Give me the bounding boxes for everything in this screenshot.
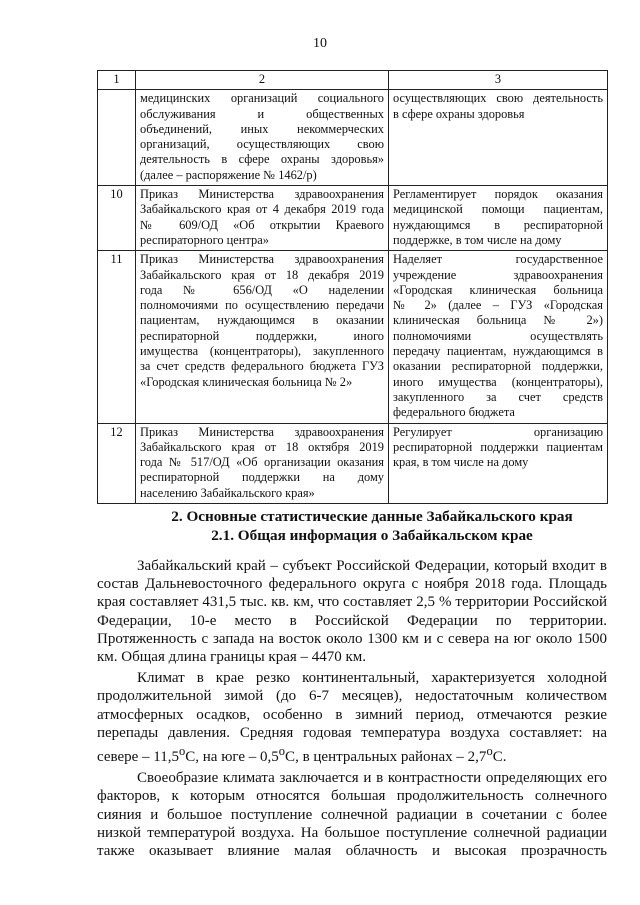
body-text: [97, 557, 607, 863]
paragraph-text: Климат в крае резко континентальный, характеризуется холодной продолжительной зимой (до 6-7 месяцев), недостаточным количеством атмосферных осадков, особенно в зимний период, отмечаются резкие перепады давления. Средняя годовая температура воздуха составляет: на севере – 11,5: [97, 670, 607, 766]
cell-line: нуждающимся в респираторной: [393, 217, 603, 232]
cell-line: Забайкальского края от 18 декабря 2019: [140, 267, 384, 282]
document-cell: [136, 90, 389, 186]
cell-line: населению Забайкальского края»: [140, 485, 315, 500]
row-number: 10: [98, 186, 136, 251]
cell-line: респираторного центра»: [140, 232, 269, 247]
degree-sign: о: [486, 744, 493, 759]
cell-line: «Городская клиническая больница № 2»: [140, 374, 353, 389]
document-cell: [136, 251, 389, 423]
cell-line: респираторной поддержки, иного: [140, 328, 384, 343]
paragraph-text: .: [502, 749, 507, 766]
row-number: 11: [98, 251, 136, 423]
paragraph: Своеобразие климата заключается и в контрастности определяющих его факторов, к которым относятся большая продолжительность солнечного сияния и большое поступление солнечной радиации в сочетании с более низкой температурой воздуха. На большое поступление солнечной радиации также оказывает влияние малая облачность и высокая прозрачность: [97, 770, 607, 860]
description-cell: [389, 251, 608, 423]
table-row: [98, 251, 608, 423]
page-number: 10: [313, 36, 327, 51]
table-header-row: [98, 71, 608, 90]
paragraph-text: , в центральных районах – 2,7: [295, 749, 487, 766]
subsection-heading: 2.1. Общая информация о Забайкальском крае: [211, 527, 533, 544]
table-row: [98, 423, 608, 503]
description-cell: [389, 90, 608, 186]
cell-line: иного имущества (концентраторы),: [393, 374, 603, 389]
cell-line: года № 517/ОД «Об организации оказания: [140, 455, 384, 470]
table-row: [98, 186, 608, 251]
cell-line: полномочиями осуществлять: [393, 328, 603, 343]
cell-line: федерального бюджета: [393, 405, 515, 420]
cell-line: клиническая больница № 2»): [393, 313, 603, 328]
cell-line: медицинских организаций социального: [140, 91, 384, 106]
description-cell: [389, 423, 608, 503]
paragraph-text: , на юге – 0,5: [195, 749, 279, 766]
cell-line: организаций, осуществляющих свою: [140, 137, 384, 152]
paragraph: Забайкальский край – субъект Российской Федерации, который входит в состав Дальневосточного федерального округа с ноября 2018 года. Площадь края составляет 431,5 тыс. кв. км, что составляет 2,5 % территории Российской Федерации, 10-е место в Российской Федерации по территории. Протяженность с запада на восток около 1300 км и с севера на юг около 1500 км. Общая длина границы края – 4470 км.: [97, 558, 607, 666]
degree-sign: о: [278, 744, 286, 759]
cell-line: Приказ Министерства здравоохранения: [140, 252, 384, 267]
cell-line: края, в том числе на дому: [393, 455, 529, 470]
description-cell: [389, 186, 608, 251]
section-headings: [97, 507, 607, 545]
row-number: 12: [98, 423, 136, 503]
unit: С: [285, 749, 296, 766]
cell-line: (далее – распоряжение № 1462/р): [140, 167, 317, 182]
cell-line: деятельность в сфере охраны здоровья»: [140, 152, 384, 167]
cell-line: Приказ Министерства здравоохранения: [140, 187, 384, 202]
cell-line: № 609/ОД «Об открытии Краевого: [140, 217, 384, 232]
cell-line: поддержке, в том числе на дому: [393, 232, 562, 247]
unit: С: [492, 749, 503, 766]
cell-line: медицинской помощи пациентам,: [393, 202, 603, 217]
section-heading: 2. Основные статистические данные Забайкальского края: [171, 508, 573, 525]
header-cell-3: 3: [389, 71, 608, 90]
legal-acts-table: [97, 70, 608, 504]
cell-line: Регламентирует порядок оказания: [393, 187, 603, 202]
header-cell-1: 1: [98, 71, 136, 90]
cell-line: респираторной поддержки на дому: [140, 470, 384, 485]
cell-line: за счет средств федерального бюджета ГУЗ: [140, 359, 384, 374]
cell-line: Забайкальского края от 18 октября 2019: [140, 439, 384, 454]
cell-line: имущества (концентраторы), закупленного: [140, 344, 384, 359]
cell-line: Наделяет государственное: [393, 252, 603, 267]
cell-line: осуществляющих свою деятельность: [393, 91, 603, 106]
unit: С: [185, 749, 196, 766]
row-number: [98, 90, 136, 186]
table-row: [98, 90, 608, 186]
cell-line: в сфере охраны здоровья: [393, 106, 525, 121]
cell-line: передачу пациентам, нуждающимся в: [393, 344, 603, 359]
cell-line: Приказ Министерства здравоохранения: [140, 424, 384, 439]
cell-line: учреждение здравоохранения: [393, 267, 603, 282]
cell-line: полномочиями по осуществлению передачи: [140, 298, 384, 313]
cell-line: респираторной поддержки пациентам: [393, 439, 603, 454]
document-cell: [136, 423, 389, 503]
header-cell-2: 2: [136, 71, 389, 90]
cell-line: оказании респираторной поддержки,: [393, 359, 603, 374]
cell-line: обслуживания и общественных: [140, 106, 384, 121]
cell-line: Забайкальского края от 4 декабря 2019 года: [140, 202, 384, 217]
cell-line: года № 656/ОД «О наделении: [140, 282, 384, 297]
paragraph: [97, 669, 607, 766]
degree-sign: о: [179, 744, 186, 759]
cell-line: пациентам, нуждающимся в оказании: [140, 313, 384, 328]
cell-line: № 2» (далее – ГУЗ «Городская: [393, 298, 603, 313]
cell-line: «Городская клиническая больница: [393, 282, 603, 297]
document-cell: [136, 186, 389, 251]
cell-line: Регулирует организацию: [393, 424, 603, 439]
cell-line: закупленного за счет средств: [393, 389, 603, 404]
cell-line: объединений, иных некоммерческих: [140, 121, 384, 136]
